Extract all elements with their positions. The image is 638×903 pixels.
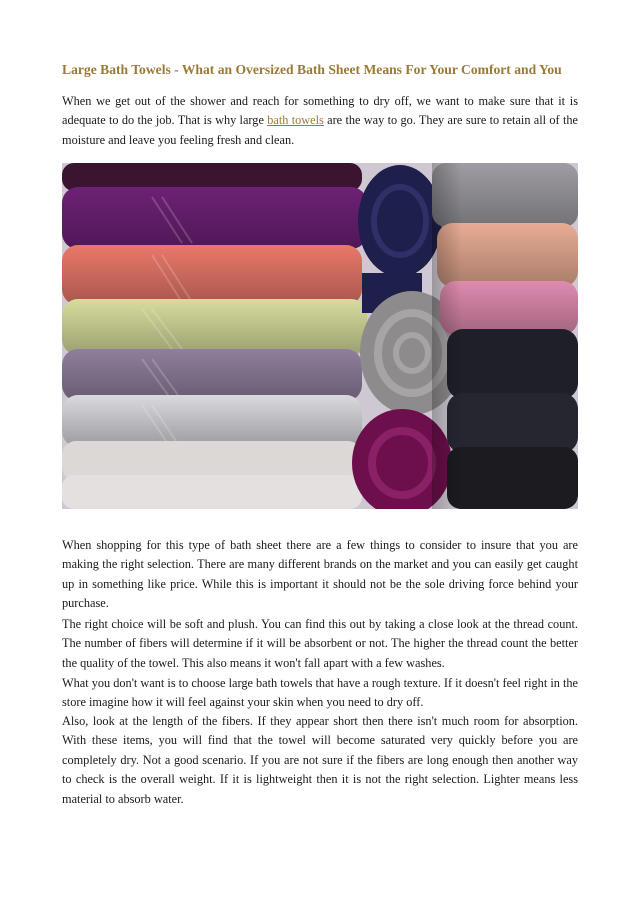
intro-paragraph <box>62 92 578 150</box>
towels-photo <box>62 163 578 509</box>
bath-towels-link[interactable]: bath towels <box>267 113 324 128</box>
article-title: Large Bath Towels - What an Oversized Bath Sheet Means For Your Comfort and You <box>62 62 562 77</box>
towels-illustration <box>62 163 578 509</box>
left-towel-stack <box>62 163 367 509</box>
intro-text-before-link: When we get out of the shower and reach for something to dry off, we want to make sure that it is adequate to do the job. That is why large <box>62 94 578 128</box>
intro-text-after-link: are the way to go. They are sure to retain all of the moisture and leave you feeling fresh and clean. <box>62 113 578 147</box>
paragraph-soft-plush: The right choice will be soft and plush. You can find this out by taking a close look at the thread count. The number of fibers will determine if it will be absorbent or not. The higher the thread count the better the quality of the towel. This also means it won't fall apart with a few washes. <box>62 617 578 670</box>
paragraph-fiber-length: Also, look at the length of the fibers. If they appear short then there isn't much room for absorption. With these items, you will find that the towel will become saturated very quickly before you are completely dry. Not a good scenario. If you are not sure if the fibers are long enough then another way to check is the overall weight. If it is lightweight then it is not the right selection. Lighter means less material to absorb water. <box>62 714 578 806</box>
right-towel-stack <box>432 163 578 509</box>
paragraph-shopping: When shopping for this type of bath sheet there are a few things to consider to insure that you are making the right selection. There are many different brands on the market and you can easily get caught up in something like price. While this is important it should not be the sole driving force behind your purchase. <box>62 538 578 611</box>
paragraph-rough-texture: What you don't want is to choose large bath towels that have a rough texture. If it doesn't feel right in the store imagine how it will feel against your skin when you need to dry off. <box>62 676 578 710</box>
